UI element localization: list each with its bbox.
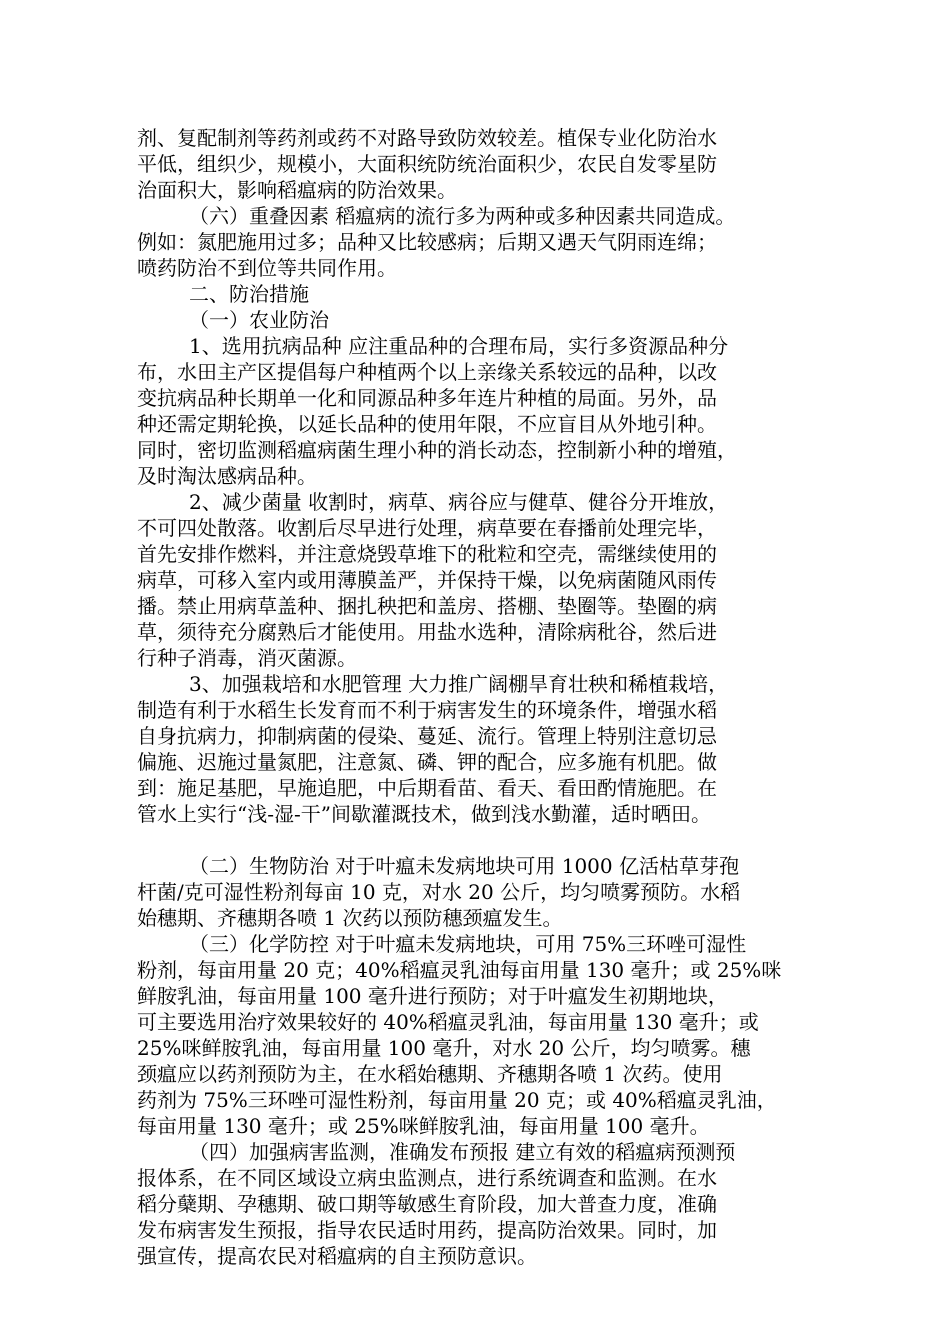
text-line: 例如：氮肥施用过多；品种又比较感病；后期又遇天气阴雨连绵； [137,230,717,254]
text-line: 自身抗病力，抑制病菌的侵染、蔓延、流行。管理上特别注意切忌 [137,724,717,748]
text-line: 杆菌/克可湿性粉剂每亩 10 克，对水 20 公斤，均匀喷雾预防。水稻 [137,880,741,904]
text-line: 颈瘟应以药剂预防为主，在水稻始穗期、齐穗期各喷 1 次药。使用 [137,1062,723,1086]
text-line: 布，水田主产区提倡每户种植两个以上亲缘关系较远的品种，以改 [137,360,717,384]
text-line: 每亩用量 130 毫升；或 25%咪鲜胺乳油，每亩用量 100 毫升。 [137,1114,710,1138]
text-line: 粉剂，每亩用量 20 克；40%稻瘟灵乳油每亩用量 130 毫升；或 25%咪 [137,958,782,982]
text-line: 变抗病品种长期单一化和同源品种多年连片种植的局面。另外，品 [137,386,717,410]
text-line: 偏施、迟施过量氮肥，注意氮、磷、钾的配合，应多施有机肥。做 [137,750,717,774]
text-line: 发布病害发生预报，指导农民适时用药，提高防治效果。同时，加 [137,1218,717,1242]
text-line: （四）加强病害监测，准确发布预报 建立有效的稻瘟病预测预 [189,1140,736,1164]
text-line: 制造有利于水稻生长发育而不利于病害发生的环境条件，增强水稻 [137,698,717,722]
text-line: 不可四处散落。收割后尽早进行处理，病草要在春播前处理完毕， [137,516,717,540]
text-line: 平低，组织少，规模小，大面积统防统治面积少，农民自发零星防 [137,152,717,176]
text-line: （二）生物防治 对于叶瘟未发病地块可用 1000 亿活枯草芽孢 [189,854,739,878]
section-heading: 二、防治措施 [189,282,309,306]
text-line: 及时淘汰感病品种。 [137,464,317,488]
text-line: 2、减少菌量 收割时，病草、病谷应与健草、健谷分开堆放， [189,490,729,514]
text-line: 药剂为 75%三环唑可湿性粉剂，每亩用量 20 克；或 40%稻瘟灵乳油， [137,1088,777,1112]
text-line: 强宣传，提高农民对稻瘟病的自主预防意识。 [137,1244,537,1268]
text-line: （三）化学防控 对于叶瘟未发病地块，可用 75%三环唑可湿性 [189,932,747,956]
text-line: 鲜胺乳油，每亩用量 100 毫升进行预防；对于叶瘟发生初期地块， [137,984,728,1008]
text-line: 种还需定期轮换，以延长品种的使用年限，不应盲目从外地引种。 [137,412,717,436]
text-line: 3、加强栽培和水肥管理 大力推广阔棚旱育壮秧和稀植栽培， [189,672,729,696]
text-line: 行种子消毒，消灭菌源。 [137,646,357,670]
text-line: 管水上实行“浅-湿-干”间歇灌溉技术，做到浅水勤灌，适时晒田。 [137,802,711,826]
text-line: 病草，可移入室内或用薄膜盖严，并保持干燥，以免病菌随风雨传 [137,568,717,592]
text-line: 草，须待充分腐熟后才能使用。用盐水选种，清除病秕谷，然后进 [137,620,717,644]
text-line: 首先安排作燃料，并注意烧毁草堆下的秕粒和空壳，需继续使用的 [137,542,717,566]
text-line: 播。禁止用病草盖种、捆扎秧把和盖房、搭棚、垫圈等。垫圈的病 [137,594,717,618]
text-line: 25%咪鲜胺乳油，每亩用量 100 毫升，对水 20 公斤，均匀喷雾。穗 [137,1036,751,1060]
text-line: 报体系，在不同区域设立病虫监测点，进行系统调查和监测。在水 [137,1166,717,1190]
text-line: 同时，密切监测稻瘟病菌生理小种的消长动态，控制新小种的增殖， [137,438,737,462]
text-line: 喷药防治不到位等共同作用。 [137,256,397,280]
text-line: 可主要选用治疗效果较好的 40%稻瘟灵乳油，每亩用量 130 毫升；或 [137,1010,759,1034]
text-line: 到：施足基肥，早施追肥，中后期看苗、看天、看田酌情施肥。在 [137,776,717,800]
text-line: 稻分蘖期、孕穗期、破口期等敏感生育阶段，加大普查力度，准确 [137,1192,717,1216]
text-line: 剂、复配制剂等药剂或药不对路导致防效较差。植保专业化防治水 [137,126,717,150]
text-line: 始穗期、齐穗期各喷 1 次药以预防穗颈瘟发生。 [137,906,563,930]
text-line: 1、选用抗病品种 应注重品种的合理布局，实行多资源品种分 [189,334,729,358]
text-line: 治面积大，影响稻瘟病的防治效果。 [137,178,457,202]
text-line: （六）重叠因素 稻瘟病的流行多为两种或多种因素共同造成。 [189,204,736,228]
subsection-heading: （一）农业防治 [189,308,329,332]
